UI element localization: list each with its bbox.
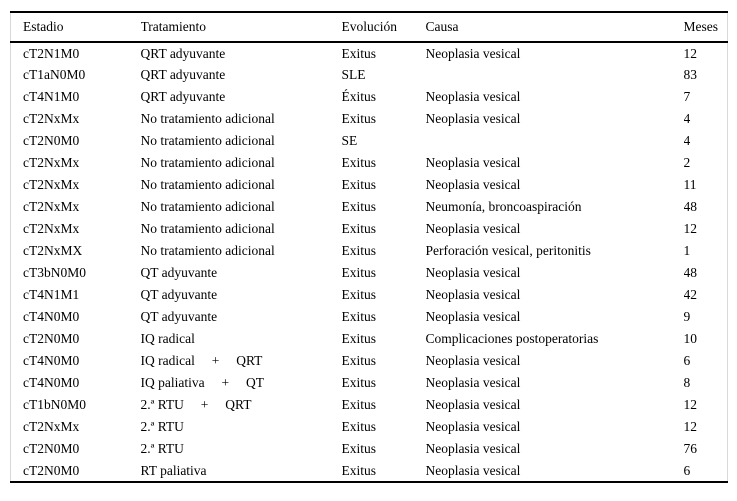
cell-meses: 76 <box>683 441 697 456</box>
table-row <box>11 372 728 394</box>
table-row <box>11 394 728 416</box>
cell-tratamiento: No tratamiento adicional <box>140 177 275 192</box>
cell-meses: 48 <box>683 265 697 280</box>
table-row <box>11 460 728 482</box>
cell-evolucion: Exitus <box>341 45 377 61</box>
cell-tratamiento: No tratamiento adicional <box>140 243 275 258</box>
cell-tratamiento: QT adyuvante <box>140 265 218 280</box>
cell-meses: 12 <box>683 419 697 434</box>
cell-causa: Neoplasia vesical <box>425 462 521 478</box>
cell-evolucion: Exitus <box>341 309 377 324</box>
cell-estadio: cT1bN0M0 <box>23 397 86 412</box>
cell-causa <box>426 64 684 86</box>
table-row <box>11 284 728 306</box>
cell-meses: 11 <box>683 177 697 192</box>
cell-causa: Neoplasia vesical <box>425 221 521 236</box>
cell-tratamiento: QT adyuvante <box>140 309 218 324</box>
cell-evolucion: Exitus <box>341 265 377 280</box>
cell-causa: Complicaciones postoperatorias <box>425 331 599 346</box>
cell-tratamiento: No tratamiento adicional <box>140 221 275 236</box>
cell-causa: Neoplasia vesical <box>425 375 521 390</box>
cell-tratamiento: QT adyuvante <box>140 287 218 302</box>
column-header-tratamiento: Tratamiento <box>140 19 206 34</box>
cell-estadio: cT2N1M0 <box>23 45 80 61</box>
cell-evolucion: Exitus <box>341 441 377 456</box>
table-row <box>11 240 728 262</box>
cell-tratamiento: No tratamiento adicional <box>140 111 275 126</box>
cell-evolucion: Éxitus <box>341 89 377 104</box>
cell-estadio: cT2N0M0 <box>23 441 80 456</box>
cell-causa: Neoplasia vesical <box>425 309 521 324</box>
cell-tratamiento: IQ radical <box>140 331 195 346</box>
column-header-evolucion: Evolución <box>341 19 397 34</box>
table-row <box>11 152 728 174</box>
table-row <box>11 350 728 372</box>
cell-causa: Neoplasia vesical <box>425 45 521 61</box>
cell-causa <box>426 130 684 152</box>
cell-evolucion: Exitus <box>341 419 377 434</box>
cell-estadio: cT4N0M0 <box>23 375 80 390</box>
cell-meses: 9 <box>683 309 691 324</box>
cell-meses: 48 <box>683 199 697 214</box>
cell-causa: Neoplasia vesical <box>425 353 521 368</box>
cell-tratamiento: QRT adyuvante <box>140 89 226 104</box>
cell-evolucion: Exitus <box>341 287 377 302</box>
table-row <box>11 174 728 196</box>
cell-causa: Neoplasia vesical <box>425 155 521 170</box>
table-row <box>11 42 728 64</box>
table-row <box>11 64 728 86</box>
cell-tratamiento: No tratamiento adicional <box>140 133 275 148</box>
cell-tratamiento: 2.ª RTU <box>140 419 184 434</box>
cell-tratamiento: IQ radical + QRT <box>140 353 263 368</box>
cell-causa: Neumonía, broncoaspiración <box>425 199 582 214</box>
cell-estadio: cT4N0M0 <box>23 353 80 368</box>
cell-causa: Neoplasia vesical <box>425 419 521 434</box>
cell-evolucion: Exitus <box>341 221 377 236</box>
cell-meses: 83 <box>683 67 697 82</box>
cell-estadio: cT2NxMX <box>23 243 83 258</box>
cell-meses: 6 <box>683 353 691 368</box>
cell-meses: 12 <box>683 221 697 236</box>
cell-evolucion: SLE <box>341 67 366 82</box>
cell-tratamiento: IQ paliativa + QT <box>140 375 264 390</box>
patient-outcomes-table <box>10 11 728 483</box>
cell-estadio: cT2NxMx <box>23 155 80 170</box>
table-row <box>11 108 728 130</box>
column-header-meses: Meses <box>683 19 718 34</box>
cell-meses: 12 <box>683 45 697 61</box>
cell-estadio: cT2N0M0 <box>23 462 80 478</box>
table-header-row <box>11 12 728 42</box>
cell-estadio: cT2NxMx <box>23 177 80 192</box>
cell-causa: Perforación vesical, peritonitis <box>425 243 591 258</box>
cell-tratamiento: QRT adyuvante <box>140 45 226 61</box>
cell-estadio: cT3bN0M0 <box>23 265 86 280</box>
cell-estadio: cT4N0M0 <box>23 309 80 324</box>
cell-estadio: cT2NxMx <box>23 111 80 126</box>
cell-evolucion: Exitus <box>341 462 377 478</box>
cell-meses: 6 <box>683 462 691 478</box>
cell-estadio: cT4N1M0 <box>23 89 80 104</box>
cell-causa: Neoplasia vesical <box>425 441 521 456</box>
cell-evolucion: Exitus <box>341 199 377 214</box>
cell-estadio: cT2N0M0 <box>23 133 80 148</box>
cell-causa: Neoplasia vesical <box>425 265 521 280</box>
cell-estadio: cT2NxMx <box>23 419 80 434</box>
column-header-causa: Causa <box>425 19 459 34</box>
table-row <box>11 218 728 240</box>
cell-evolucion: Exitus <box>341 375 377 390</box>
table-body <box>11 42 728 482</box>
cell-meses: 10 <box>683 331 697 346</box>
table-row <box>11 130 728 152</box>
cell-meses: 4 <box>683 111 691 126</box>
cell-evolucion: SE <box>341 133 358 148</box>
table-row <box>11 328 728 350</box>
table-row <box>11 262 728 284</box>
cell-meses: 42 <box>683 287 697 302</box>
cell-meses: 2 <box>683 155 691 170</box>
table-row <box>11 438 728 460</box>
cell-causa: Neoplasia vesical <box>425 177 521 192</box>
cell-causa: Neoplasia vesical <box>425 89 521 104</box>
cell-evolucion: Exitus <box>341 397 377 412</box>
table-header <box>11 12 728 42</box>
cell-estadio: cT2N0M0 <box>23 331 80 346</box>
cell-meses: 12 <box>683 397 697 412</box>
cell-causa: Neoplasia vesical <box>425 397 521 412</box>
cell-meses: 1 <box>683 243 691 258</box>
cell-tratamiento: 2.ª RTU <box>140 441 184 456</box>
cell-evolucion: Exitus <box>341 111 377 126</box>
cell-tratamiento: QRT adyuvante <box>140 67 226 82</box>
cell-tratamiento: No tratamiento adicional <box>140 155 275 170</box>
cell-tratamiento: No tratamiento adicional <box>140 199 275 214</box>
cell-causa: Neoplasia vesical <box>425 287 521 302</box>
table-row <box>11 306 728 328</box>
cell-meses: 7 <box>683 89 691 104</box>
cell-meses: 4 <box>683 133 691 148</box>
table-row <box>11 416 728 438</box>
cell-evolucion: Exitus <box>341 155 377 170</box>
cell-evolucion: Exitus <box>341 177 377 192</box>
cell-causa: Neoplasia vesical <box>425 111 521 126</box>
table-row <box>11 86 728 108</box>
table-row <box>11 196 728 218</box>
cell-evolucion: Exitus <box>341 243 377 258</box>
cell-meses: 8 <box>683 375 691 390</box>
cell-estadio: cT2NxMx <box>23 221 80 236</box>
cell-estadio: cT1aN0M0 <box>23 67 86 82</box>
cell-evolucion: Exitus <box>341 331 377 346</box>
cell-tratamiento: RT paliativa <box>140 462 207 478</box>
column-header-estadio: Estadio <box>23 19 64 34</box>
cell-tratamiento: 2.ª RTU + QRT <box>140 397 252 412</box>
cell-estadio: cT4N1M1 <box>23 287 80 302</box>
cell-estadio: cT2NxMx <box>23 199 80 214</box>
cell-evolucion: Exitus <box>341 353 377 368</box>
